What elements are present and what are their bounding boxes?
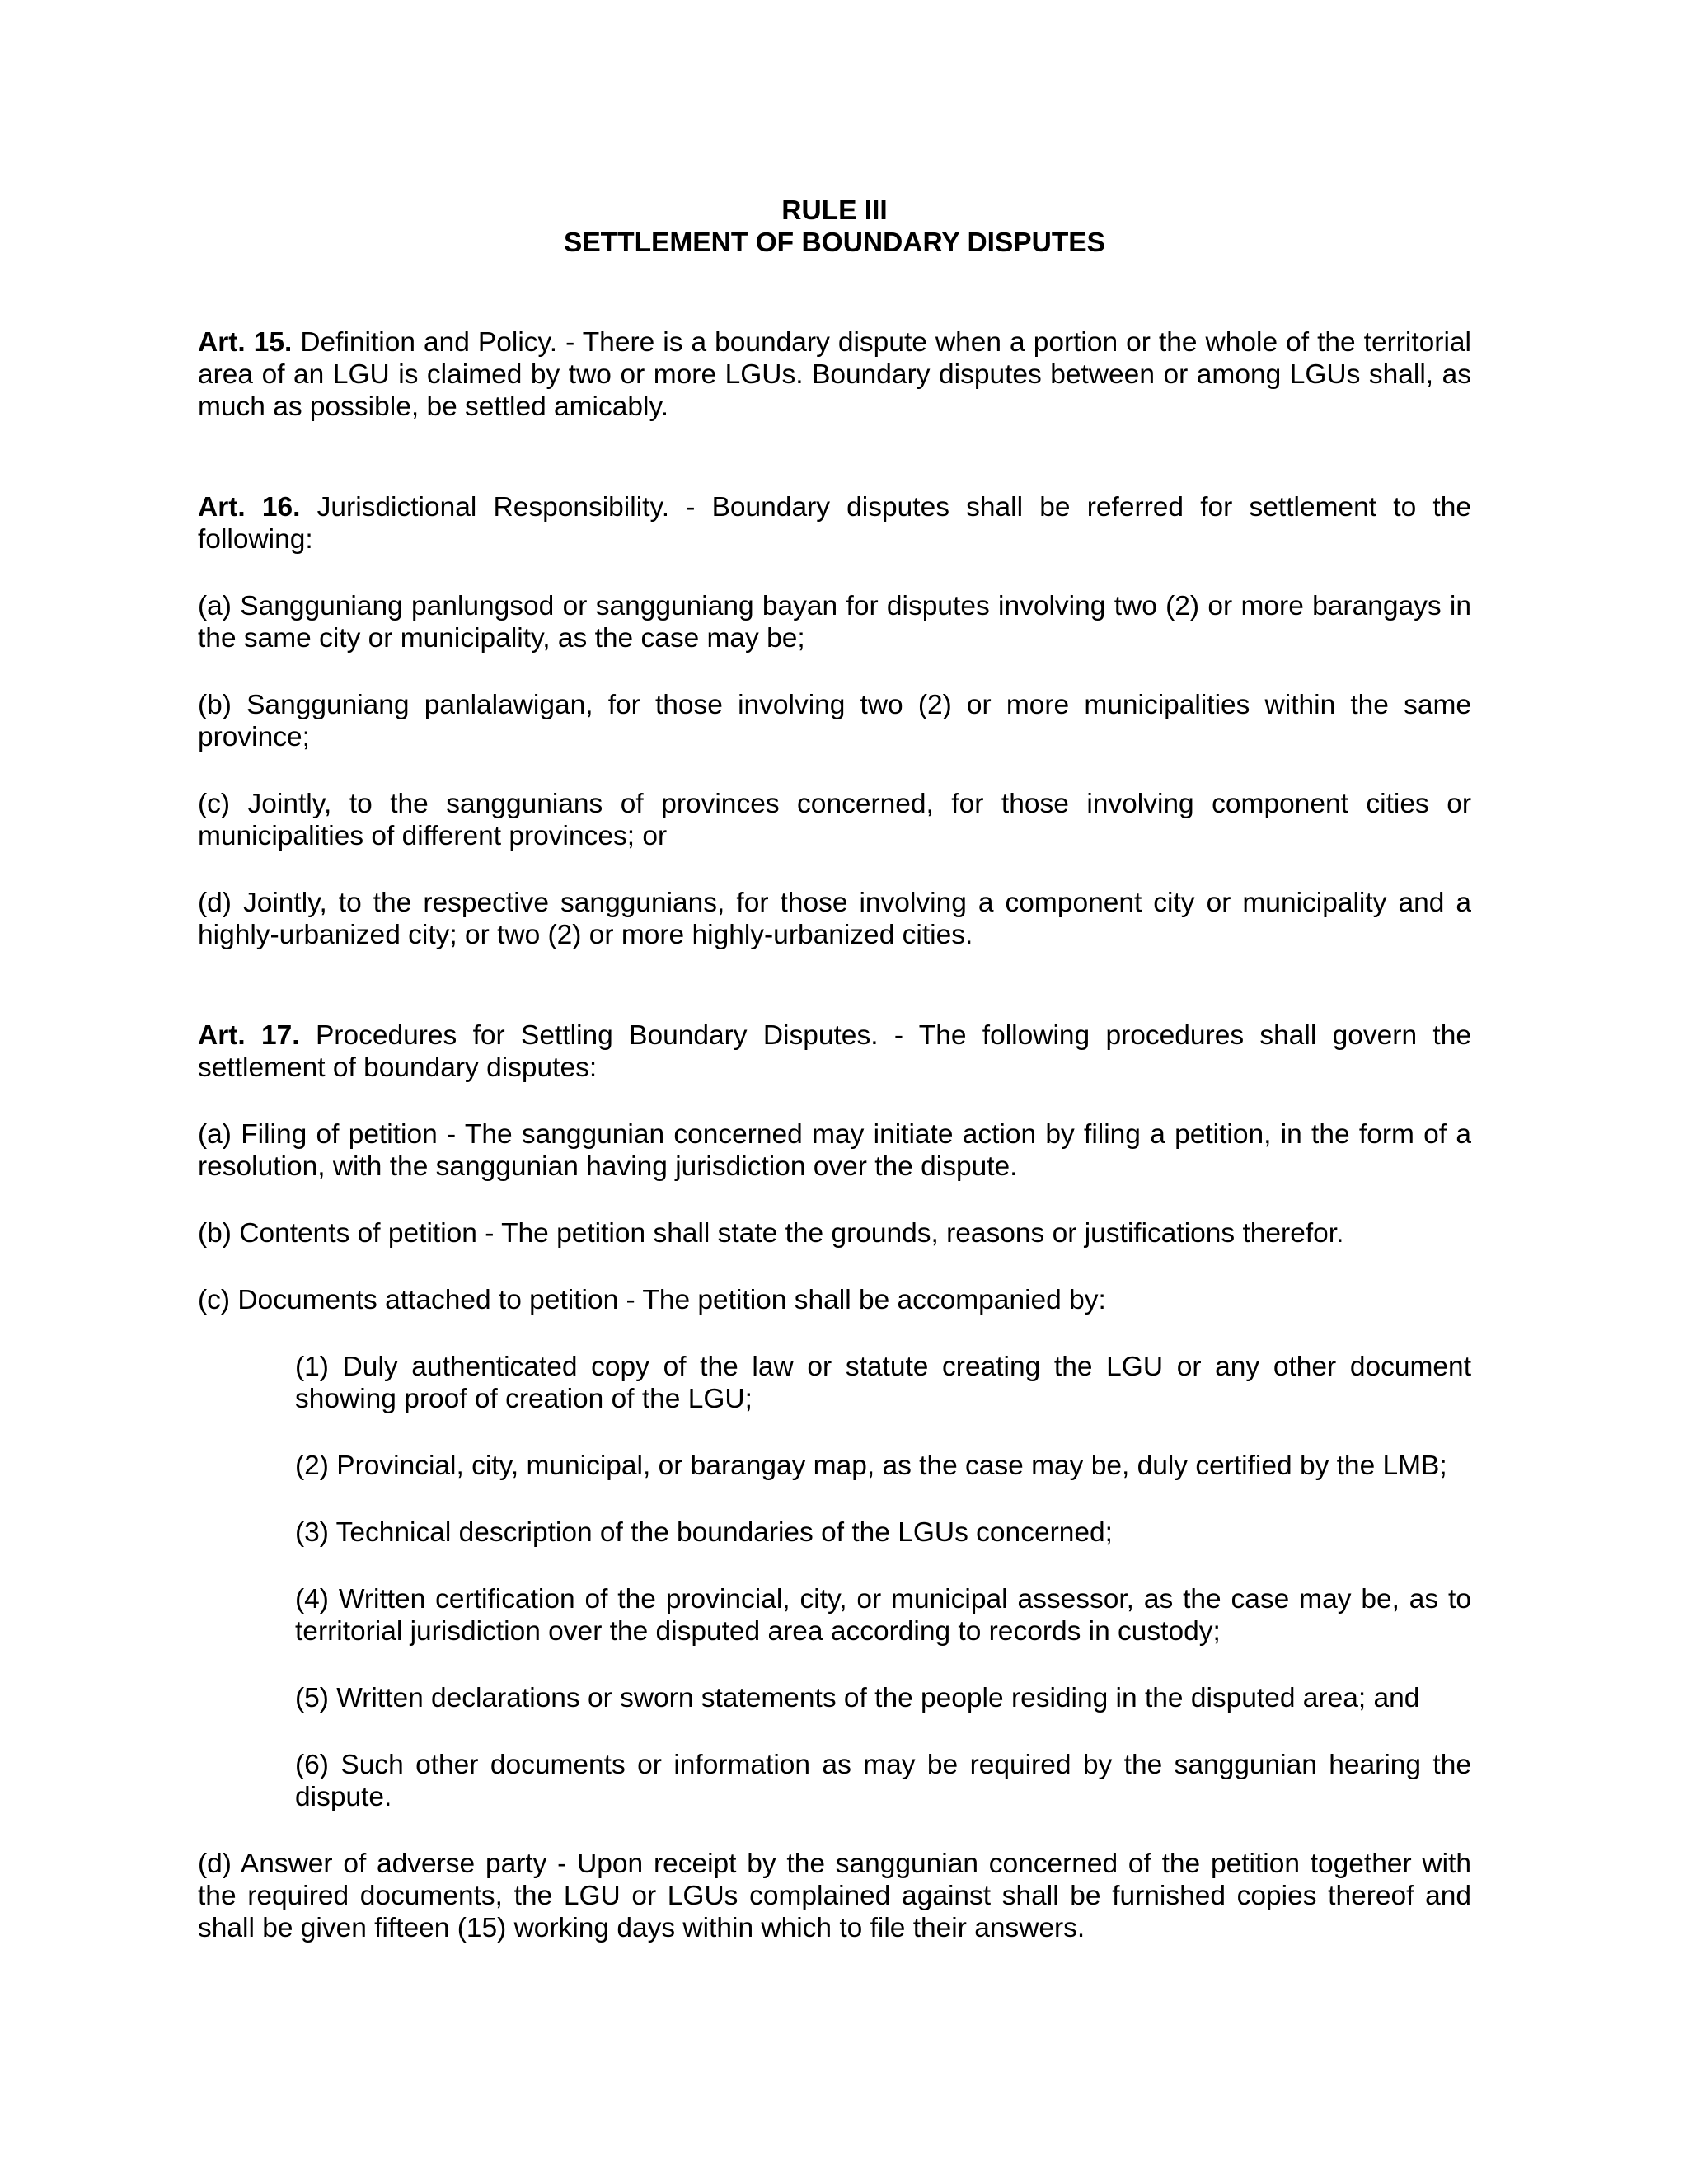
article-15: [198, 326, 1471, 423]
rule-title: SETTLEMENT OF BOUNDARY DISPUTES: [563, 227, 1105, 258]
article-label: Art. 15.: [198, 327, 293, 358]
article-17: [198, 1019, 1471, 1084]
article-17-subitem-4: (4) Written certification of the provincial, city, or municipal assessor, as the case may be, as to territorial jurisdiction over the disputed area according to records in custody;: [295, 1584, 1471, 1647]
article-16-item-d: (d) Jointly, to the respective sanggunians, for those involving a component city or municipality and a highly-urbanized city; or two (2) or more highly-urbanized cities.: [198, 888, 1471, 950]
rule-number: RULE III: [781, 195, 888, 226]
article-16-item-b: (b) Sangguniang panlalawigan, for those involving two (2) or more municipalities within the same province;: [198, 690, 1471, 752]
article-17-subitem-6: (6) Such other documents or information as may be required by the sanggunian hearing the dispute.: [295, 1750, 1471, 1812]
article-16-item-a: (a) Sangguniang panlungsod or sangguniang bayan for disputes involving two (2) or more barangays in the same city or municipality, as the case may be;: [198, 591, 1471, 654]
article-label: Art. 17.: [198, 1020, 300, 1051]
article-17-subitem-2: (2) Provincial, city, municipal, or barangay map, as the case may be, duly certified by the LMB;: [295, 1451, 1447, 1481]
article-17-item-a: (a) Filing of petition - The sanggunian concerned may initiate action by filing a petition, in the form of a resolution, with the sanggunian having jurisdiction over the dispute.: [198, 1119, 1471, 1182]
article-text: Definition and Policy. - There is a boundary dispute when a portion or the whole of the territorial area of an LGU is claimed by two or more LGUs. Boundary disputes between or among LGUs shall, as much as possible, be settled amicably.: [198, 327, 1471, 422]
article-17-subitem-1: (1) Duly authenticated copy of the law or statute creating the LGU or any other document showing proof of creation of the LGU;: [295, 1352, 1471, 1414]
article-text: Jurisdictional Responsibility. - Boundary disputes shall be referred for settlement to the following:: [198, 492, 1471, 555]
article-17-subitem-3: (3) Technical description of the boundaries of the LGUs concerned;: [295, 1517, 1113, 1548]
article-text: Procedures for Settling Boundary Disputes. - The following procedures shall govern the settlement of boundary disputes:: [198, 1020, 1471, 1083]
article-label: Art. 16.: [198, 492, 301, 523]
article-17-item-d: (d) Answer of adverse party - Upon receipt by the sanggunian concerned of the petition together with the required documents, the LGU or LGUs complained against shall be furnished copies thereof and shall be given fifteen (15) working days within which to file their answers.: [198, 1849, 1471, 1943]
article-17-item-c: (c) Documents attached to petition - The petition shall be accompanied by:: [198, 1285, 1106, 1315]
document-content: [198, 194, 1471, 1944]
rule-heading: [198, 194, 1471, 259]
article-16-item-c: (c) Jointly, to the sanggunians of provinces concerned, for those involving component cities or municipalities of different provinces; or: [198, 789, 1471, 851]
article-17-subitem-5: (5) Written declarations or sworn statements of the people residing in the disputed area; and: [295, 1683, 1420, 1713]
article-17-item-b: (b) Contents of petition - The petition shall state the grounds, reasons or justifications therefor.: [198, 1218, 1344, 1249]
article-16: [198, 491, 1471, 555]
